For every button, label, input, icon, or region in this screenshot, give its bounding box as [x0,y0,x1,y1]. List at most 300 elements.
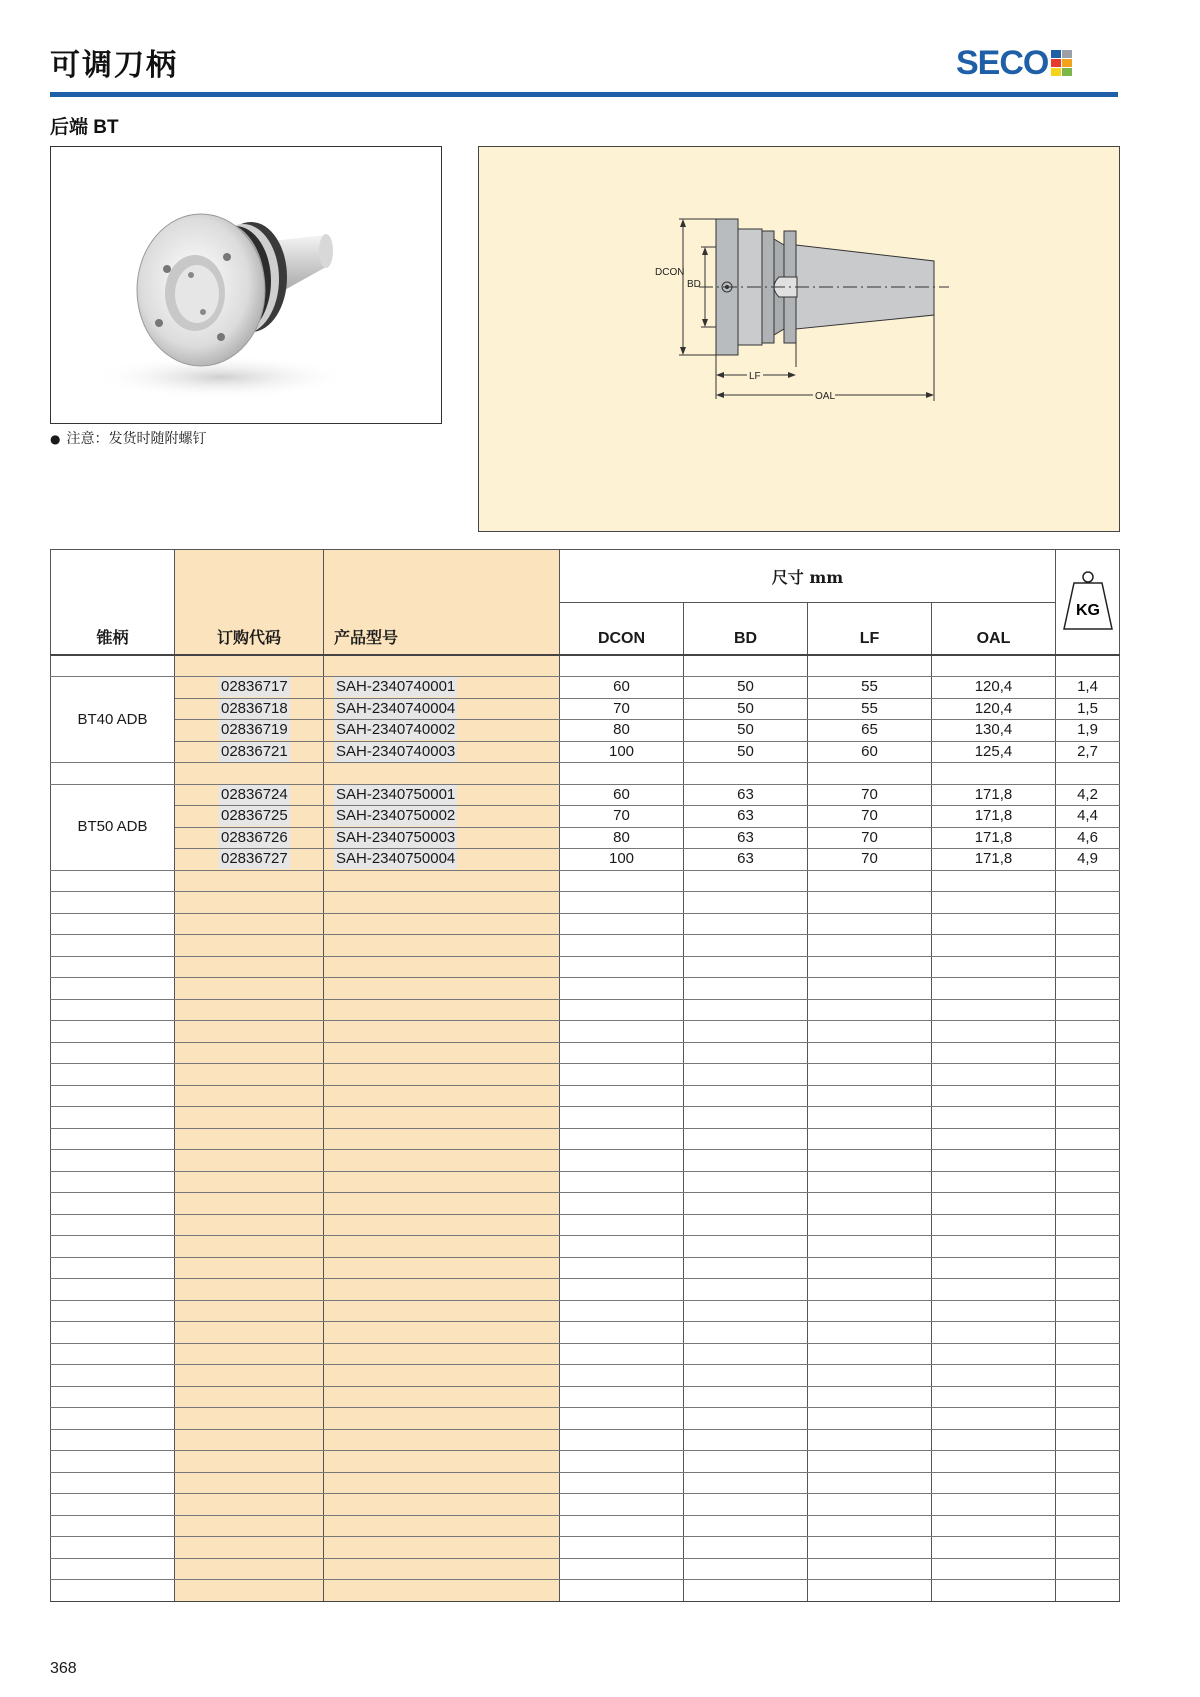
table-row-empty [51,1343,1120,1365]
table-cell-empty [560,1322,684,1344]
lf-cell: 55 [808,698,932,720]
table-cell-empty [324,1064,560,1086]
table-row-empty [51,999,1120,1021]
table-cell-empty [560,1193,684,1215]
product-model-cell [324,784,560,806]
table-cell-empty [808,1128,932,1150]
table-cell-empty [560,913,684,935]
table-cell-empty [51,763,175,785]
table-cell-empty [808,999,932,1021]
logo-mark-icon [1051,50,1072,76]
table-cell-empty [808,935,932,957]
table-cell-empty [1056,1042,1120,1064]
table-cell-empty [1056,1558,1120,1580]
table-cell-empty [560,935,684,957]
table-cell-empty [808,1214,932,1236]
table-cell-empty [175,1214,324,1236]
table-cell-empty [51,1042,175,1064]
oal-cell: 120,4 [932,677,1056,699]
table-cell-empty [51,1558,175,1580]
table-row-empty [51,1365,1120,1387]
table-cell-empty [51,935,175,957]
dcon-cell: 70 [560,806,684,828]
table-cell-empty [51,1537,175,1559]
table-row-empty [51,978,1120,1000]
table-cell-empty [175,1494,324,1516]
table-cell-empty [684,1451,808,1473]
table-cell-empty [684,763,808,785]
lf-cell: 70 [808,849,932,871]
table-cell-empty [1056,763,1120,785]
table-cell-empty [324,1537,560,1559]
table-cell-empty [51,956,175,978]
oal-label: OAL [815,391,836,402]
table-cell-empty [560,1537,684,1559]
table-row-empty [51,1171,1120,1193]
bd-cell: 50 [684,720,808,742]
weight-cell: 4,9 [1056,849,1120,871]
table-cell-empty [175,1064,324,1086]
table-row-empty [51,1515,1120,1537]
table-cell-empty [175,1408,324,1430]
table-cell-empty [932,1451,1056,1473]
table-row-empty [51,1128,1120,1150]
table-cell-empty [684,1429,808,1451]
logo-text: SECO [956,44,1049,82]
table-row-empty [51,655,1120,677]
oal-cell: 130,4 [932,720,1056,742]
table-cell-empty [324,1429,560,1451]
taper-group-label: BT50 ADB [51,784,175,870]
table-cell-empty [808,978,932,1000]
lf-label: LF [749,371,761,382]
table-cell-empty [932,1085,1056,1107]
table-cell-empty [1056,1365,1120,1387]
product-photo [50,146,442,424]
table-cell-empty [51,1451,175,1473]
table-cell-empty [175,1128,324,1150]
table-cell-empty [175,1429,324,1451]
table-cell-empty [1056,1300,1120,1322]
seco-logo [956,46,1072,80]
table-cell-empty [175,1257,324,1279]
weight-cell: 1,4 [1056,677,1120,699]
table-cell-empty [560,1107,684,1129]
bd-cell: 63 [684,849,808,871]
table-cell-empty [175,956,324,978]
table-row-empty [51,1085,1120,1107]
dcon-cell: 80 [560,827,684,849]
dcon-cell: 60 [560,784,684,806]
table-cell-empty [1056,1085,1120,1107]
lf-cell: 70 [808,827,932,849]
table-cell-empty [808,1171,932,1193]
table-cell-empty [175,978,324,1000]
table-cell-empty [808,1472,932,1494]
table-cell-empty [684,935,808,957]
tool-holder-photo-icon [51,147,441,423]
table-cell-empty [324,1236,560,1258]
table-cell-empty [324,870,560,892]
table-cell-empty [932,1580,1056,1602]
table-cell-empty [51,1279,175,1301]
order-code-cell [175,784,324,806]
table-cell-empty [175,1042,324,1064]
table-cell-empty [1056,1451,1120,1473]
col-header-weight [1056,550,1120,655]
table-cell-empty [684,1042,808,1064]
section-subtitle: 后端 BT [50,117,119,138]
product-model-cell [324,677,560,699]
table-cell-empty [684,870,808,892]
table-cell-empty [51,978,175,1000]
weight-cell: 1,9 [1056,720,1120,742]
table-cell-empty [932,1064,1056,1086]
table-row [51,698,1120,720]
table-cell-empty [175,1365,324,1387]
table-cell-empty [684,1494,808,1516]
table-cell-empty [932,1408,1056,1430]
weight-cell: 4,2 [1056,784,1120,806]
table-cell-empty [51,1386,175,1408]
table-cell-empty [560,1386,684,1408]
table-cell-empty [51,1085,175,1107]
bd-cell: 50 [684,677,808,699]
table-cell-empty [932,1343,1056,1365]
table-row-empty [51,1408,1120,1430]
table-cell-empty [560,1365,684,1387]
table-cell-empty [808,892,932,914]
table-cell-empty [684,1537,808,1559]
table-row-empty [51,1494,1120,1516]
table-cell-empty [808,1515,932,1537]
table-cell-empty [1056,999,1120,1021]
table-cell-empty [684,1515,808,1537]
table-cell-empty [1056,1150,1120,1172]
table-cell-empty [932,913,1056,935]
table-row-empty [51,1472,1120,1494]
order-code-cell-text: 02836718 [221,699,288,717]
table-cell-empty [1056,655,1120,677]
table-cell-empty [175,1300,324,1322]
table-cell-empty [1056,1494,1120,1516]
table-cell-empty [1056,1236,1120,1258]
dcon-cell: 80 [560,720,684,742]
table-cell-empty [51,1322,175,1344]
table-cell-empty [684,655,808,677]
dcon-cell: 100 [560,849,684,871]
table-cell-empty [324,1128,560,1150]
table-cell-empty [808,1558,932,1580]
product-model-cell-text: SAH-2340750001 [336,785,456,803]
table-cell-empty [932,1150,1056,1172]
spec-table [50,549,1120,1602]
table-row-empty [51,892,1120,914]
table-cell-empty [1056,1537,1120,1559]
table-row [51,741,1120,763]
table-cell-empty [175,1558,324,1580]
col-header-order-code: 订购代码 [175,550,324,655]
table-cell-empty [808,870,932,892]
table-cell-empty [808,763,932,785]
table-cell-empty [1056,1128,1120,1150]
shipping-note [50,428,206,448]
table-cell-empty [1056,1580,1120,1602]
table-cell-empty [684,1085,808,1107]
table-cell-empty [324,978,560,1000]
table-cell-empty [51,1193,175,1215]
product-model-cell-text: SAH-2340750003 [336,828,456,846]
table-cell-empty [51,1236,175,1258]
table-cell-empty [175,935,324,957]
col-header-oal: OAL [932,603,1056,655]
order-code-cell-text: 02836726 [221,828,288,846]
header-rule [50,92,1118,97]
table-row [51,677,1120,699]
oal-cell: 171,8 [932,827,1056,849]
table-cell-empty [175,1451,324,1473]
table-row-empty [51,1257,1120,1279]
table-row-empty [51,913,1120,935]
page-title: 可调刀柄 [50,48,178,83]
table-cell-empty [684,1322,808,1344]
weight-cell: 2,7 [1056,741,1120,763]
order-code-cell [175,720,324,742]
table-cell-empty [175,999,324,1021]
table-cell-empty [684,1580,808,1602]
table-cell-empty [808,1107,932,1129]
table-cell-empty [51,1494,175,1516]
table-cell-empty [175,1279,324,1301]
table-cell-empty [932,1300,1056,1322]
lf-cell: 55 [808,677,932,699]
table-cell-empty [175,1343,324,1365]
table-cell-empty [560,1408,684,1430]
table-cell-empty [175,1386,324,1408]
table-cell-empty [51,1365,175,1387]
product-model-cell [324,806,560,828]
table-cell-empty [560,763,684,785]
product-model-cell [324,849,560,871]
table-cell-empty [560,1128,684,1150]
table-cell-empty [1056,1193,1120,1215]
table-cell-empty [932,1558,1056,1580]
table-cell-empty [51,1408,175,1430]
table-cell-empty [808,1021,932,1043]
weight-cell: 4,4 [1056,806,1120,828]
order-code-cell-text: 02836725 [221,807,288,825]
table-cell-empty [808,956,932,978]
table-cell-empty [932,1214,1056,1236]
bd-cell: 50 [684,698,808,720]
col-header-product-model: 产品型号 [324,550,560,655]
table-cell-empty [560,870,684,892]
table-cell-empty [808,1193,932,1215]
table-cell-empty [932,935,1056,957]
table-row-empty [51,763,1120,785]
table-cell-empty [560,978,684,1000]
table-cell-empty [175,1580,324,1602]
table-cell-empty [808,655,932,677]
product-model-cell [324,741,560,763]
table-cell-empty [560,1042,684,1064]
dimension-drawing-icon [479,147,1119,531]
table-row [51,720,1120,742]
table-cell-empty [324,1021,560,1043]
order-code-cell [175,698,324,720]
table-cell-empty [1056,1515,1120,1537]
table-cell-empty [51,1021,175,1043]
table-cell-empty [808,1429,932,1451]
table-cell-empty [808,1150,932,1172]
table-cell-empty [684,1214,808,1236]
table-row-empty [51,1214,1120,1236]
table-cell-empty [808,1408,932,1430]
table-row [51,784,1120,806]
oal-cell: 171,8 [932,784,1056,806]
table-row-empty [51,1451,1120,1473]
lf-cell: 70 [808,806,932,828]
product-model-cell-text: SAH-2340750004 [336,850,456,868]
table-cell-empty [51,1150,175,1172]
table-cell-empty [560,1279,684,1301]
table-cell-empty [808,1343,932,1365]
table-cell-empty [560,655,684,677]
table-row-empty [51,1107,1120,1129]
table-cell-empty [560,1472,684,1494]
table-cell-empty [684,1300,808,1322]
table-cell-empty [932,1171,1056,1193]
table-cell-empty [324,956,560,978]
table-cell-empty [560,1451,684,1473]
table-cell-empty [932,1429,1056,1451]
table-cell-empty [175,1472,324,1494]
table-cell-empty [51,1515,175,1537]
table-cell-empty [684,1257,808,1279]
lf-cell: 70 [808,784,932,806]
bd-label: BD [687,279,701,290]
table-cell-empty [324,1472,560,1494]
table-cell-empty [932,1236,1056,1258]
table-cell-empty [808,1494,932,1516]
bd-cell: 63 [684,827,808,849]
table-cell-empty [684,1021,808,1043]
lf-cell: 65 [808,720,932,742]
table-cell-empty [175,1150,324,1172]
table-cell-empty [560,956,684,978]
table-cell-empty [560,1171,684,1193]
table-cell-empty [1056,1064,1120,1086]
table-cell-empty [175,1515,324,1537]
table-cell-empty [560,1558,684,1580]
table-row-empty [51,1193,1120,1215]
dcon-cell: 100 [560,741,684,763]
order-code-cell [175,677,324,699]
table-cell-empty [324,1343,560,1365]
oal-cell: 125,4 [932,741,1056,763]
technical-drawing [478,146,1120,532]
table-cell-empty [560,1494,684,1516]
table-cell-empty [324,1558,560,1580]
table-cell-empty [684,892,808,914]
table-cell-empty [684,1236,808,1258]
table-cell-empty [1056,935,1120,957]
table-cell-empty [175,655,324,677]
table-cell-empty [932,1193,1056,1215]
table-cell-empty [324,1300,560,1322]
dcon-label: DCON [655,267,685,278]
order-code-cell-text: 02836721 [221,742,288,760]
table-cell-empty [684,1386,808,1408]
table-cell-empty [808,1279,932,1301]
table-cell-empty [932,1021,1056,1043]
table-cell-empty [560,1214,684,1236]
table-cell-empty [1056,913,1120,935]
table-cell-empty [1056,1343,1120,1365]
table-cell-empty [808,1064,932,1086]
table-cell-empty [560,1064,684,1086]
oal-cell: 120,4 [932,698,1056,720]
table-cell-empty [808,1580,932,1602]
table-row-empty [51,935,1120,957]
table-cell-empty [932,1537,1056,1559]
table-row [51,827,1120,849]
table-cell-empty [324,1322,560,1344]
table-cell-empty [560,1343,684,1365]
table-cell-empty [175,1537,324,1559]
table-cell-empty [1056,1429,1120,1451]
weight-cell: 1,5 [1056,698,1120,720]
table-cell-empty [324,1515,560,1537]
table-cell-empty [560,1580,684,1602]
spec-table-body [51,655,1120,1602]
table-cell-empty [175,763,324,785]
order-code-cell-text: 02836727 [221,850,288,868]
note-bullet: ● [50,432,61,446]
dimensions-group-label: 尺寸 mm [771,567,844,587]
bd-cell: 63 [684,806,808,828]
table-cell-empty [932,999,1056,1021]
table-cell-empty [324,1042,560,1064]
table-cell-empty [175,892,324,914]
table-cell-empty [932,1494,1056,1516]
table-cell-empty [51,1343,175,1365]
table-cell-empty [324,1408,560,1430]
table-cell-empty [175,913,324,935]
table-cell-empty [1056,1257,1120,1279]
table-cell-empty [324,1386,560,1408]
table-cell-empty [684,1365,808,1387]
table-cell-empty [684,1128,808,1150]
oal-cell: 171,8 [932,806,1056,828]
table-cell-empty [1056,892,1120,914]
product-model-cell-text: SAH-2340740002 [336,721,456,739]
table-cell-empty [684,1171,808,1193]
table-cell-empty [932,1472,1056,1494]
table-cell-empty [175,1236,324,1258]
table-cell-empty [51,1257,175,1279]
table-cell-empty [324,1150,560,1172]
table-cell-empty [51,1171,175,1193]
table-row-empty [51,1021,1120,1043]
bd-cell: 50 [684,741,808,763]
table-cell-empty [1056,978,1120,1000]
table-row-empty [51,1236,1120,1258]
table-cell-empty [684,1150,808,1172]
table-cell-empty [560,1150,684,1172]
table-row [51,849,1120,871]
table-cell-empty [175,1085,324,1107]
